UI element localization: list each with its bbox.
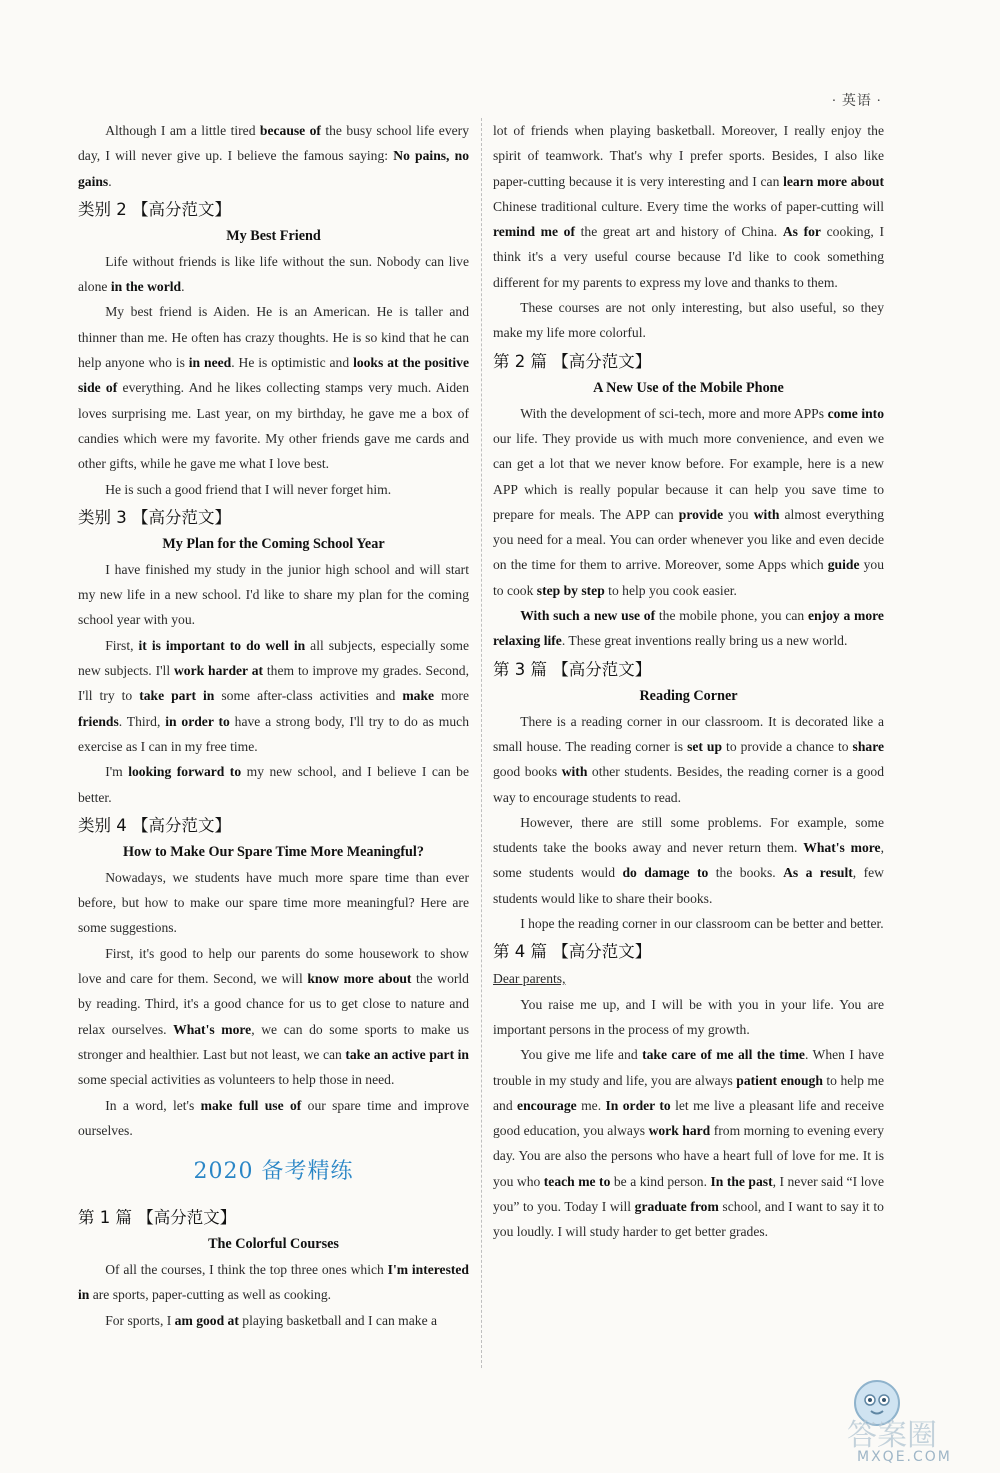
essay-title-school-plan: My Plan for the Coming School Year	[162, 535, 385, 552]
paragraph: I'm looking forward to my new school, and I believe I can be better.	[78, 764, 469, 805]
watermark-logo	[827, 1375, 992, 1465]
paragraph: In a word, let's make full use of our spare time and improve ourselves.	[78, 1097, 469, 1138]
paragraph: For sports, I am good at playing basketball and I can make a	[105, 1312, 438, 1328]
svg-text:MXQE.COM: MXQE.COM	[857, 1449, 952, 1465]
paragraph: You raise me up, and I will be with you in your life. You are important persons in the process of my growth.	[493, 996, 884, 1037]
intro-paragraph: Although I am a little tired because of the busy school life every day, I will never give up. I believe the famous saying: No pains, no gains.	[78, 123, 469, 189]
paragraph: First, it is important to do well in all subjects, especially some new subjects. I'll work harder at them to improve my grades. Second, I'll try to take part in some after-class activities and make more friends. Third, in order to have a strong body, I'll try to do as much exercise as I can in my free time.	[78, 637, 469, 754]
paragraph: These courses are not only interesting, but also useful, so they make my life more colorful.	[493, 300, 884, 341]
paragraph: My best friend is Aiden. He is an American. He is taller and thinner than me. He often has crazy thoughts. He is so kind that he can help anyone who is in need. He is optimistic and looks at the positive side of everything. And he likes collecting stamps very much. Aiden loves surprising me. Last year, on my birthday, he gave me a box of candies which were my favorite. My other friends gave me cards and other gifts, while he gave me what I love best.	[78, 304, 470, 472]
svg-text:答案圈: 答案圈	[847, 1418, 937, 1453]
subject-tag: · 英语 ·	[831, 94, 882, 109]
essay-title-courses: The Colorful Courses	[208, 1236, 339, 1253]
article-3-heading: 第 3 篇 【高分范文】	[493, 659, 652, 679]
category-2-heading: 类别 2 【高分范文】	[78, 199, 231, 219]
section-banner: 2020 备考精练	[193, 1159, 354, 1185]
letter-salutation: Dear parents,	[493, 971, 566, 987]
watermark-mascot-icon	[827, 1375, 992, 1465]
paragraph: Life without friends is like life without the sun. Nobody can live alone in the world.	[78, 253, 469, 295]
paragraph: Of all the courses, I think the top three ones which I'm interested in are sports, paper-cutting as well as cooking.	[78, 1262, 469, 1303]
paragraph: However, there are still some problems. For example, some students take the books away and never return them. What's more, some students would do damage to the books. As a result, few students would like to share their books.	[493, 814, 885, 906]
paragraph: You give me life and take care of me all the time. When I have trouble in my study and life, you are always patient enough to help me and encourage me. In order to let me live a pleasant life and receive good education, you always work hard from morning to evening every day. You are also the persons who have a heart full of love for me. It is you who teach me to be a kind person. In the past, I never said “I love you” to you. Today I will graduate from school, and I want to say it to you loudly. I will study harder to get better grades.	[493, 1047, 885, 1240]
essay-title-reading-corner: Reading Corner	[639, 687, 738, 704]
paragraph: Nowadays, we students have much more spare time than ever before, but how to make our spare time more meaningful? Here are some suggestions.	[78, 869, 469, 936]
left-column	[78, 118, 469, 1333]
paragraph: First, it's good to help our parents do some housework to show love and care for them. Second, we will know more about the world by reading. Third, it's a good chance for us to get close to nature and relax ourselves. What's more, we can do some sports to make us stronger and healthier. Last but not least, we can take an active part in some special activities as volunteers to help those in need.	[78, 945, 469, 1088]
essay-title-spare-time: How to Make Our Spare Time More Meaningful?	[123, 843, 424, 860]
article-4-heading: 第 4 篇 【高分范文】	[493, 942, 652, 962]
paragraph: I have finished my study in the junior high school and will start my new life in a new school. I'd like to share my plan for the coming school year with you.	[78, 561, 469, 628]
paragraph: There is a reading corner in our classroom. It is decorated like a small house. The reading corner is set up to provide a chance to share good books with other students. Besides, the reading corner is a good way to encourage students to read.	[493, 713, 885, 805]
category-3-heading: 类别 3 【高分范文】	[78, 507, 231, 527]
category-4-heading: 类别 4 【高分范文】	[78, 815, 231, 835]
column-divider	[481, 118, 482, 1368]
paragraph: With such a new use of the mobile phone, you can enjoy a more relaxing life. These great inventions really bring us a new world.	[493, 608, 884, 649]
paragraph: With the development of sci-tech, more and more APPs come into our life. They provide us with much more convenience, and even we can get a lot that we never know before. For example, here is a new APP which is really popular because it can help you save time to prepare for meals. The APP can provide you with almost everything you need for a meal. You can order whenever you like and even decide on the time for them to arrive. Moreover, some Apps which guide you to cook step by step to help you cook easier.	[493, 405, 885, 598]
paragraph-continued: lot of friends when playing basketball. Moreover, I really enjoy the spirit of teamwork. That's why I prefer sports. Besides, I also like paper-cutting because it is very interesting and I can learn more about Chinese traditional culture. Every time the works of paper-cutting will remind me of the great art and history of China. As for cooking, I think it's a very useful course because I'd like to cook something different for my parents to express my love and thanks to them.	[493, 123, 884, 290]
right-column	[493, 118, 884, 1245]
article-2-heading: 第 2 篇 【高分范文】	[493, 351, 652, 371]
essay-title-mobile-phone: A New Use of the Mobile Phone	[593, 379, 784, 396]
essay-title-best-friend: My Best Friend	[226, 227, 321, 244]
paragraph: He is such a good friend that I will never forget him.	[105, 481, 392, 497]
paragraph: I hope the reading corner in our classroom can be better and better.	[520, 916, 884, 932]
article-1-heading: 第 1 篇 【高分范文】	[78, 1208, 237, 1228]
